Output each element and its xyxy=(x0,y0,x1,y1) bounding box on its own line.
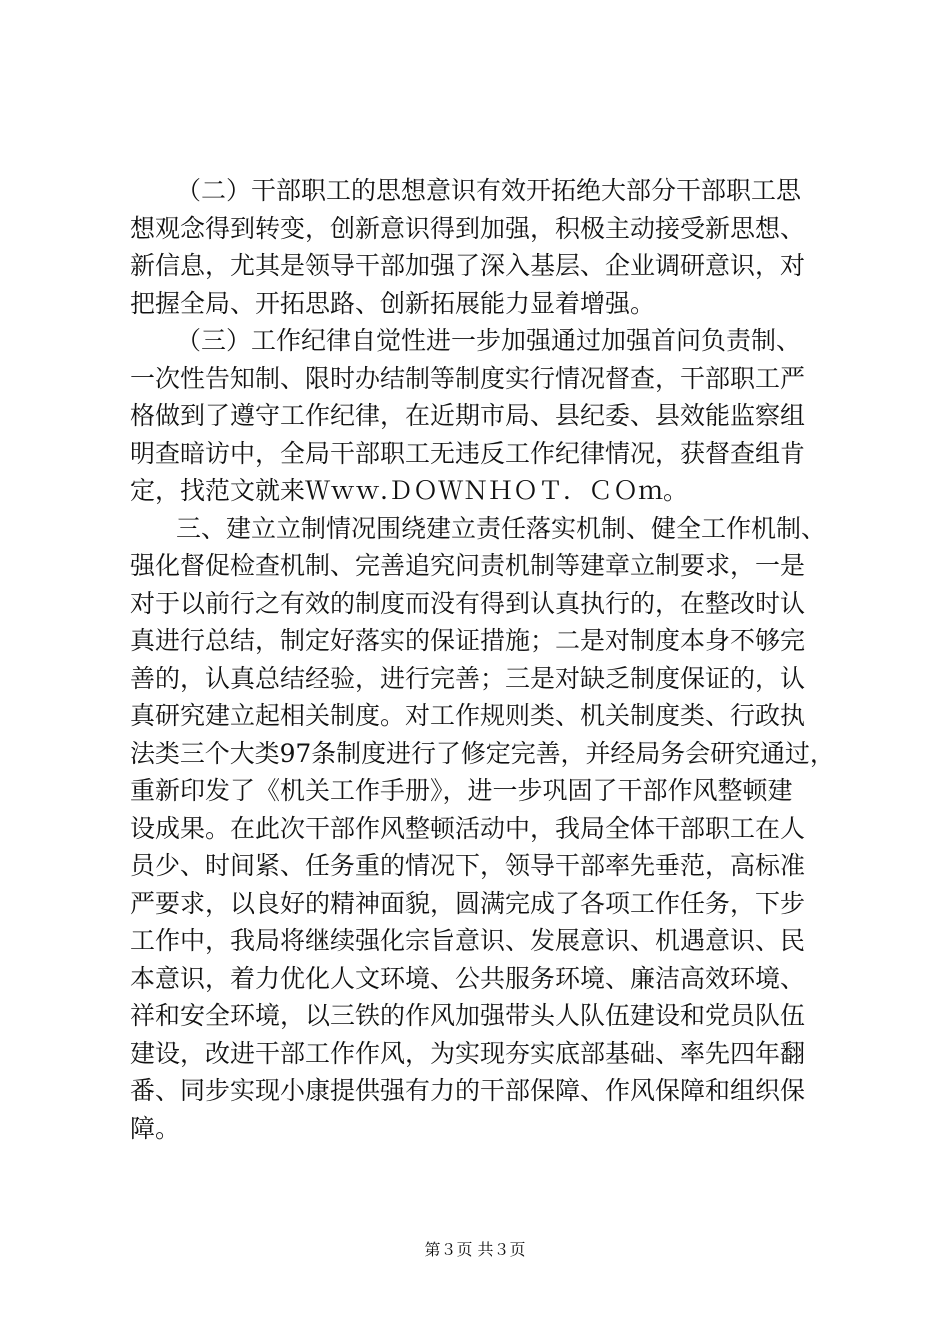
text-line: 工作中，我局将继续强化宗旨意识、发展意识、机遇意识、民 xyxy=(130,926,806,955)
text-line: 对于以前行之有效的制度而没有得到认真执行的，在整改时认 xyxy=(130,588,806,618)
text-line: 建设，改进干部工作作风，为实现夯实底部基础、率先四年翻 xyxy=(130,1038,806,1068)
document-body xyxy=(130,172,835,1147)
text-line: 善的，认真总结经验，进行完善；三是对缺乏制度保证的，认 xyxy=(130,663,806,693)
text-line: 格做到了遵守工作纪律，在近期市局、县纪委、县效能监察组 xyxy=(130,401,806,430)
text-line: 法类三个大类97条制度进行了修定完善，并经局务会研究通过， xyxy=(130,738,835,768)
text-line: 一次性告知制、限时办结制等制度实行情况督查，干部职工严 xyxy=(130,363,806,393)
page-footer: 第３页 共３页 xyxy=(424,1240,526,1259)
text-line: 真进行总结，制定好落实的保证措施；二是对制度本身不够完 xyxy=(130,626,806,655)
text-line: 定，找范文就来Ｗｗｗ.ＤＯＷＮＨＯＴ．ＣＯｍ。 xyxy=(130,476,688,505)
text-line: 严要求，以良好的精神面貌，圆满完成了各项工作任务，下步 xyxy=(130,888,806,918)
text-line: 强化督促检查机制、完善追究问责机制等建章立制要求，一是 xyxy=(130,551,806,580)
text-line: 明查暗访中，全局干部职工无违反工作纪律情况，获督查组肯 xyxy=(130,438,806,468)
text-line: 真研究建立起相关制度。对工作规则类、机关制度类、行政执 xyxy=(130,701,806,730)
text-line: 员少、时间紧、任务重的情况下，领导干部率先垂范，高标准 xyxy=(130,851,806,880)
text-line: 祥和安全环境，以三铁的作风加强带头人队伍建设和党员队伍 xyxy=(130,1001,806,1030)
text-line: 本意识，着力优化人文环境、公共服务环境、廉洁高效环境、 xyxy=(130,963,806,993)
text-line: （三）工作纪律自觉性进一步加强通过加强首问负责制、 xyxy=(176,326,802,355)
text-line: 新信息，尤其是领导干部加强了深入基层、企业调研意识，对 xyxy=(130,251,806,280)
text-line: 番、同步实现小康提供强有力的干部保障、作风保障和组织保 xyxy=(130,1076,806,1105)
text-line: 重新印发了《机关工作手册》，进一步巩固了干部作风整顿建 xyxy=(130,776,793,805)
text-line: 把握全局、开拓思路、创新拓展能力显着增强。 xyxy=(130,288,656,318)
text-line: 障。 xyxy=(130,1113,181,1143)
text-line: 三、建立立制情况围绕建立责任落实机制、健全工作机制、 xyxy=(176,513,827,543)
text-line: 设成果。在此次干部作风整顿活动中，我局全体干部职工在人 xyxy=(130,813,806,843)
text-line: 想观念得到转变，创新意识得到加强，积极主动接受新思想、 xyxy=(130,213,806,243)
text-line: （二）干部职工的思想意识有效开拓绝大部分干部职工思 xyxy=(176,176,802,205)
